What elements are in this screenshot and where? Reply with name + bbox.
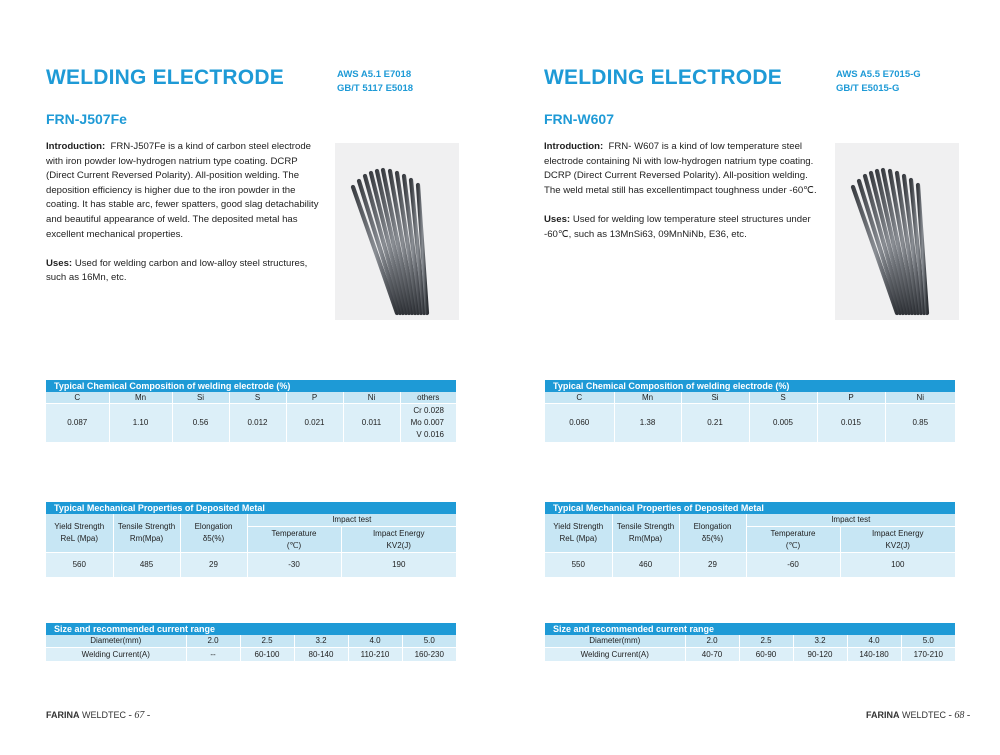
column-header-elongation xyxy=(180,514,247,553)
column-header: Mn xyxy=(109,392,172,403)
section-header: Typical Mechanical Properties of Deposited Metal xyxy=(46,502,456,514)
table-row xyxy=(545,635,955,647)
table-cell: 29 xyxy=(679,553,746,578)
column-header-temperature xyxy=(746,527,840,553)
table-cell: 0.85 xyxy=(885,403,955,442)
header-line: Elongation xyxy=(194,522,233,531)
introduction-label: Introduction: xyxy=(46,141,106,152)
chemical-table xyxy=(545,392,955,443)
column-header-impact: Impact test xyxy=(746,514,955,527)
column-header: P xyxy=(817,392,885,403)
others-cell xyxy=(400,403,456,442)
page-number: - 68 - xyxy=(948,710,971,721)
column-header-tensile xyxy=(113,514,180,553)
table-cell: 0.012 xyxy=(229,403,286,442)
size-table xyxy=(545,635,955,662)
table-cell: 2.5 xyxy=(739,635,793,647)
table-cell: 170-210 xyxy=(901,647,955,661)
table-cell: 3.2 xyxy=(793,635,847,647)
table-cell: -- xyxy=(186,647,240,661)
footer-brand: FARINA xyxy=(46,710,80,720)
column-header-energy xyxy=(840,527,955,553)
footer-name: WELDTEC xyxy=(82,710,127,720)
description xyxy=(544,140,826,257)
introduction-text: FRN- W607 is a kind of low temperature steel electrode containing Ni with low-hydrogen natrium type coating. DCRP (Direct Current Reversed Polarity). All-position welding. The weld metal still has excellentimpact toughness under -60℃. xyxy=(544,141,817,196)
chemical-composition-section xyxy=(545,380,955,443)
uses-label: Uses: xyxy=(46,257,73,269)
header-line: Yield Strength xyxy=(553,522,604,531)
standard-gbt: GB/T E5015-G xyxy=(836,83,900,94)
table-cell: 2.0 xyxy=(685,635,739,647)
table-cell: 0.060 xyxy=(545,403,614,442)
table-row xyxy=(46,553,456,578)
table-cell: 0.087 xyxy=(46,403,109,442)
electrodes-image xyxy=(835,143,959,320)
table-cell: 0.21 xyxy=(681,403,749,442)
column-header: Ni xyxy=(343,392,400,403)
table-cell: 110-210 xyxy=(348,647,402,661)
header-line: (℃) xyxy=(286,540,302,550)
column-header: Mn xyxy=(614,392,681,403)
electrodes-image xyxy=(335,143,459,320)
table-cell: 560 xyxy=(46,553,113,578)
column-header: S xyxy=(229,392,286,403)
column-header-elongation xyxy=(679,514,746,553)
header-line: Elongation xyxy=(693,522,732,531)
table-cell: 100 xyxy=(840,553,955,578)
size-current-section xyxy=(46,623,456,662)
table-cell: 190 xyxy=(341,553,456,578)
footer-brand: FARINA xyxy=(866,710,900,720)
table-cell: 60-100 xyxy=(240,647,294,661)
table-cell: 1.10 xyxy=(109,403,172,442)
footer-name: WELDTEC xyxy=(902,710,947,720)
size-current-section xyxy=(545,623,955,662)
header-line: Tensile Strength xyxy=(117,522,176,531)
section-header: Typical Chemical Composition of welding electrode (%) xyxy=(46,380,456,392)
uses-paragraph xyxy=(46,257,326,286)
column-header: C xyxy=(46,392,109,403)
others-value: V 0.016 xyxy=(416,429,444,439)
table-header-row xyxy=(545,514,955,527)
table-cell: 40-70 xyxy=(685,647,739,661)
electrode-photo xyxy=(835,143,959,320)
column-header: Si xyxy=(681,392,749,403)
row-label: Welding Current(A) xyxy=(545,647,685,661)
table-row xyxy=(545,403,955,442)
mechanical-properties-section xyxy=(46,502,456,578)
table-row xyxy=(545,647,955,661)
column-header: S xyxy=(749,392,817,403)
table-cell: 3.2 xyxy=(294,635,348,647)
header-line: (℃) xyxy=(785,540,801,550)
table-header-row xyxy=(46,392,456,403)
table-cell: 160-230 xyxy=(402,647,456,661)
size-table xyxy=(46,635,456,662)
table-row xyxy=(46,647,456,661)
page-title: WELDING ELECTRODE xyxy=(544,66,782,89)
table-cell: 460 xyxy=(612,553,679,578)
page-footer xyxy=(46,710,150,721)
column-header: others xyxy=(400,392,456,403)
header-line: δ5(%) xyxy=(701,534,724,543)
table-cell: 0.005 xyxy=(749,403,817,442)
column-header-temperature xyxy=(247,527,341,553)
table-cell: 550 xyxy=(545,553,612,578)
table-cell: 4.0 xyxy=(847,635,901,647)
header-line: Rm(Mpa) xyxy=(628,534,663,543)
header-line: δ5(%) xyxy=(202,534,225,543)
table-cell: 485 xyxy=(113,553,180,578)
column-header: C xyxy=(545,392,614,403)
header-line: Rm(Mpa) xyxy=(129,534,164,543)
row-label: Diameter(mm) xyxy=(46,635,186,647)
introduction-text: FRN-J507Fe is a kind of carbon steel electrode with iron powder low-hydrogen natrium type coating. DCRP (Direct Current Reversed Polarity). All-position welding. The deposition efficiency is higher due to the iron powder in the coating. It has stable arc, fewer spatters, good slag detachability and beautiful appearance of weld. The deposited metal has excellent mechanical properties. xyxy=(46,141,319,240)
table-cell: 1.38 xyxy=(614,403,681,442)
table-row xyxy=(545,553,955,578)
table-cell: 90-120 xyxy=(793,647,847,661)
column-header: Ni xyxy=(885,392,955,403)
section-header: Typical Mechanical Properties of Deposited Metal xyxy=(545,502,955,514)
header-line: ReL (Mpa) xyxy=(559,534,597,543)
chemical-composition-section xyxy=(46,380,456,443)
standard-codes xyxy=(836,68,921,96)
table-cell: 2.0 xyxy=(186,635,240,647)
chemical-table xyxy=(46,392,456,443)
row-label: Welding Current(A) xyxy=(46,647,186,661)
column-header: Si xyxy=(172,392,229,403)
table-header-row xyxy=(46,514,456,527)
header-line: Temperature xyxy=(770,528,816,538)
table-header-row xyxy=(545,392,955,403)
column-header-impact: Impact test xyxy=(247,514,456,527)
section-header: Size and recommended current range xyxy=(46,623,456,635)
page-title: WELDING ELECTRODE xyxy=(46,66,284,89)
header-line: ReL (Mpa) xyxy=(60,534,98,543)
uses-paragraph xyxy=(544,213,826,242)
others-value: Cr 0.028 xyxy=(413,405,444,415)
table-cell: 5.0 xyxy=(402,635,456,647)
column-header: P xyxy=(286,392,343,403)
table-cell: 60-90 xyxy=(739,647,793,661)
table-cell: 0.56 xyxy=(172,403,229,442)
description xyxy=(46,140,326,301)
row-label: Diameter(mm) xyxy=(545,635,685,647)
standard-aws: AWS A5.1 E7018 xyxy=(337,69,412,80)
header-line: KV2(J) xyxy=(386,540,411,550)
column-header-yield xyxy=(545,514,612,553)
standard-aws: AWS A5.5 E7015-G xyxy=(836,69,921,80)
mechanical-properties-section xyxy=(545,502,955,578)
table-cell: 0.011 xyxy=(343,403,400,442)
header-line: Temperature xyxy=(271,528,317,538)
standard-gbt: GB/T 5117 E5018 xyxy=(337,83,414,94)
table-cell: 5.0 xyxy=(901,635,955,647)
header-line: KV2(J) xyxy=(885,540,910,550)
uses-label: Uses: xyxy=(544,213,571,225)
table-cell: -30 xyxy=(247,553,341,578)
uses-text: Used for welding low temperature steel structures under -60℃, such as 13MnSi63, 09MnNiNb, E36, etc. xyxy=(544,213,811,240)
header-line: Impact Energy xyxy=(372,528,425,538)
standard-codes xyxy=(337,68,413,96)
table-cell: 0.015 xyxy=(817,403,885,442)
header-line: Yield Strength xyxy=(54,522,105,531)
page-footer xyxy=(866,710,970,721)
introduction-paragraph xyxy=(46,140,326,242)
mechanical-table xyxy=(545,514,955,578)
table-row xyxy=(46,635,456,647)
column-header-tensile xyxy=(612,514,679,553)
table-row xyxy=(46,403,456,442)
header-line: Impact Energy xyxy=(871,528,924,538)
page-number: - 67 - xyxy=(128,710,151,721)
introduction-paragraph xyxy=(544,140,826,198)
electrode-photo xyxy=(335,143,459,320)
product-name: FRN-J507Fe xyxy=(46,111,127,127)
column-header-yield xyxy=(46,514,113,553)
introduction-label: Introduction: xyxy=(544,141,604,152)
product-name: FRN-W607 xyxy=(544,111,615,127)
header-line: Tensile Strength xyxy=(616,522,675,531)
right-page xyxy=(500,0,1000,755)
table-cell: 29 xyxy=(180,553,247,578)
section-header: Typical Chemical Composition of welding electrode (%) xyxy=(545,380,955,392)
table-cell: 140-180 xyxy=(847,647,901,661)
table-cell: 4.0 xyxy=(348,635,402,647)
section-header: Size and recommended current range xyxy=(545,623,955,635)
table-cell: 80-140 xyxy=(294,647,348,661)
others-value: Mo 0.007 xyxy=(410,417,444,427)
table-cell: 2.5 xyxy=(240,635,294,647)
column-header-energy xyxy=(341,527,456,553)
table-cell: -60 xyxy=(746,553,840,578)
mechanical-table xyxy=(46,514,456,578)
uses-text: Used for welding carbon and low-alloy steel structures, such as 16Mn, etc. xyxy=(46,257,308,284)
table-cell: 0.021 xyxy=(286,403,343,442)
